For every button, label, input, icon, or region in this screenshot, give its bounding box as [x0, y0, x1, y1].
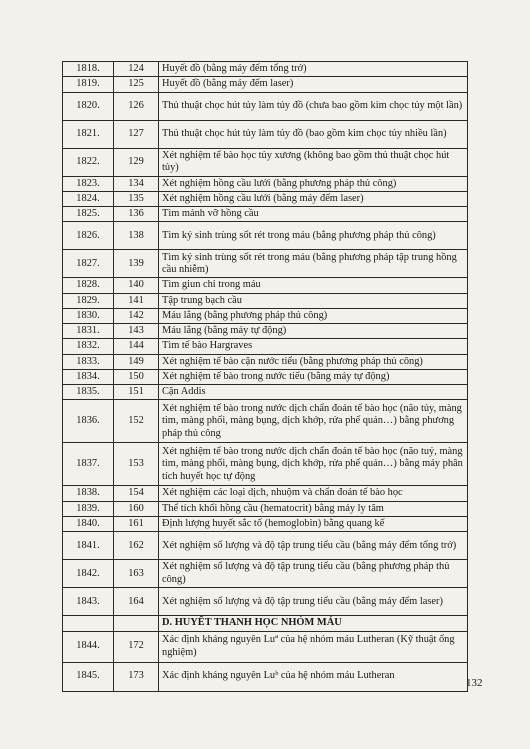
- service-name-cell: Xét nghiệm hồng cầu lưới (bằng máy đếm laser): [159, 191, 468, 206]
- service-code-cell: 164: [114, 588, 159, 616]
- service-code-cell: 141: [114, 293, 159, 308]
- table-row: [63, 662, 468, 691]
- service-name-cell: Tìm tế bào Hargraves: [159, 339, 468, 354]
- service-name-cell: Tìm giun chỉ trong máu: [159, 278, 468, 293]
- service-name-cell: Máu lắng (bằng phương pháp thủ công): [159, 308, 468, 323]
- table-row: [63, 516, 468, 531]
- row-number-cell: 1830.: [63, 308, 114, 323]
- table-row: [63, 354, 468, 369]
- row-number-cell: 1828.: [63, 278, 114, 293]
- service-name-cell: Thể tích khối hồng cầu (hematocrit) bằng máy ly tâm: [159, 501, 468, 516]
- table-row: [63, 486, 468, 501]
- row-number-cell: 1839.: [63, 501, 114, 516]
- section-heading-cell: D. HUYẾT THANH HỌC NHÓM MÁU: [159, 616, 468, 631]
- service-name-cell: Xác định kháng nguyên Luª của hệ nhóm máu Lutheran (Kỹ thuật ống nghiệm): [159, 631, 468, 662]
- service-code-cell: 135: [114, 191, 159, 206]
- page-number: 132: [466, 677, 483, 689]
- service-name-cell: Xét nghiệm số lượng và độ tập trung tiểu cầu (bằng máy đếm laser): [159, 588, 468, 616]
- section-row: [63, 616, 468, 631]
- service-code-cell: 140: [114, 278, 159, 293]
- service-code-cell: 139: [114, 250, 159, 278]
- service-code-cell: 134: [114, 176, 159, 191]
- service-name-cell: Xét nghiệm tế bào trong nước dịch chẩn đoán tế bào học (não tuỷ, màng tim, màng phổi, màng bụng, dịch khớp, rửa phế quản…) bằng máy phân tích huyết học tự động: [159, 443, 468, 486]
- service-name-cell: Huyết đồ (bằng máy đếm tổng trở): [159, 62, 468, 77]
- row-number-cell: 1826.: [63, 222, 114, 250]
- table-row: [63, 588, 468, 616]
- row-number-cell: 1829.: [63, 293, 114, 308]
- service-name-cell: Thủ thuật chọc hút tủy làm tủy đồ (chưa bao gồm kim chọc tủy một lần): [159, 92, 468, 120]
- row-number-cell: 1842.: [63, 560, 114, 588]
- service-code-cell: 143: [114, 324, 159, 339]
- table-row: [63, 501, 468, 516]
- service-name-cell: Xác định kháng nguyên Luᵇ của hệ nhóm máu Lutheran: [159, 662, 468, 691]
- table-row: [63, 443, 468, 486]
- row-number-cell: 1821.: [63, 120, 114, 148]
- table-row: [63, 293, 468, 308]
- service-name-cell: Cặn Addis: [159, 385, 468, 400]
- service-name-cell: Xét nghiệm tế bào trong nước dịch chẩn đoán tế bào học (não tủy, màng tim, màng phổi, màng bụng, dịch khớp, rửa phế quản…) bằng phương pháp thủ công: [159, 400, 468, 443]
- service-name-cell: Xét nghiệm tế bào trong nước tiểu (bằng máy tự động): [159, 369, 468, 384]
- table-row: [63, 62, 468, 77]
- services-table: [62, 61, 468, 692]
- table-body: [63, 62, 468, 692]
- table-row: [63, 207, 468, 222]
- table-row: [63, 308, 468, 323]
- row-number-cell: 1818.: [63, 62, 114, 77]
- row-number-cell: 1824.: [63, 191, 114, 206]
- service-name-cell: Xét nghiệm hồng cầu lưới (bằng phương pháp thủ công): [159, 176, 468, 191]
- row-number-cell: 1831.: [63, 324, 114, 339]
- table-row: [63, 148, 468, 176]
- service-name-cell: Xét nghiệm số lượng và độ tập trung tiểu cầu (bằng máy đếm tổng trở): [159, 532, 468, 560]
- row-number-cell: 1832.: [63, 339, 114, 354]
- service-name-cell: Máu lắng (bằng máy tự động): [159, 324, 468, 339]
- row-number-cell: 1822.: [63, 148, 114, 176]
- service-code-cell: 125: [114, 77, 159, 92]
- table-row: [63, 191, 468, 206]
- service-name-cell: Xét nghiệm tế bào cặn nước tiểu (bằng phương pháp thủ công): [159, 354, 468, 369]
- row-number-cell: 1843.: [63, 588, 114, 616]
- row-number-cell: 1823.: [63, 176, 114, 191]
- table-row: [63, 532, 468, 560]
- table-row: [63, 400, 468, 443]
- service-name-cell: Tìm ký sinh trùng sốt rét trong máu (bằng phương pháp tập trung hồng cầu nhiễm): [159, 250, 468, 278]
- service-code-cell: 153: [114, 443, 159, 486]
- service-code-cell: 126: [114, 92, 159, 120]
- service-code-cell: 144: [114, 339, 159, 354]
- service-code-cell: 149: [114, 354, 159, 369]
- service-name-cell: Xét nghiệm tế bào học tủy xương (không bao gồm thủ thuật chọc hút tủy): [159, 148, 468, 176]
- table-row: [63, 92, 468, 120]
- row-number-cell: 1841.: [63, 532, 114, 560]
- table-row: [63, 385, 468, 400]
- table-row: [63, 369, 468, 384]
- table-row: [63, 324, 468, 339]
- service-code-cell: 127: [114, 120, 159, 148]
- service-name-cell: Xét nghiệm các loại dịch, nhuộm và chẩn đoán tế bào học: [159, 486, 468, 501]
- row-number-cell: 1819.: [63, 77, 114, 92]
- service-code-cell: 151: [114, 385, 159, 400]
- service-code-cell: 172: [114, 631, 159, 662]
- service-code-cell: 163: [114, 560, 159, 588]
- row-number-cell: 1840.: [63, 516, 114, 531]
- row-number-cell: 1836.: [63, 400, 114, 443]
- row-number-cell: 1825.: [63, 207, 114, 222]
- service-code-cell: 154: [114, 486, 159, 501]
- row-number-cell: 1838.: [63, 486, 114, 501]
- service-code-cell: 124: [114, 62, 159, 77]
- service-name-cell: Xét nghiệm số lượng và độ tập trung tiểu cầu (bằng phương pháp thủ công): [159, 560, 468, 588]
- table-row: [63, 339, 468, 354]
- row-number-cell: 1820.: [63, 92, 114, 120]
- service-code-cell: 136: [114, 207, 159, 222]
- service-code-cell: [114, 616, 159, 631]
- service-name-cell: Huyết đồ (bằng máy đếm laser): [159, 77, 468, 92]
- service-name-cell: Tìm mảnh vỡ hồng cầu: [159, 207, 468, 222]
- row-number-cell: 1844.: [63, 631, 114, 662]
- row-number-cell: 1834.: [63, 369, 114, 384]
- row-number-cell: 1835.: [63, 385, 114, 400]
- row-number-cell: 1837.: [63, 443, 114, 486]
- service-code-cell: 142: [114, 308, 159, 323]
- service-code-cell: 152: [114, 400, 159, 443]
- table-row: [63, 278, 468, 293]
- table-row: [63, 222, 468, 250]
- service-name-cell: Thủ thuật chọc hút tủy làm tủy đồ (bao gồm kim chọc tủy nhiều lần): [159, 120, 468, 148]
- row-number-cell: 1845.: [63, 662, 114, 691]
- table-row: [63, 631, 468, 662]
- service-name-cell: Tập trung bạch cầu: [159, 293, 468, 308]
- table-row: [63, 176, 468, 191]
- service-name-cell: Định lượng huyết sắc tố (hemoglobin) bằng quang kế: [159, 516, 468, 531]
- service-code-cell: 138: [114, 222, 159, 250]
- table-row: [63, 77, 468, 92]
- row-number-cell: 1827.: [63, 250, 114, 278]
- service-code-cell: 129: [114, 148, 159, 176]
- service-name-cell: Tìm ký sinh trùng sốt rét trong máu (bằng phương pháp thủ công): [159, 222, 468, 250]
- service-code-cell: 160: [114, 501, 159, 516]
- service-code-cell: 162: [114, 532, 159, 560]
- row-number-cell: [63, 616, 114, 631]
- table-row: [63, 120, 468, 148]
- service-code-cell: 161: [114, 516, 159, 531]
- row-number-cell: 1833.: [63, 354, 114, 369]
- table-row: [63, 560, 468, 588]
- service-code-cell: 173: [114, 662, 159, 691]
- service-code-cell: 150: [114, 369, 159, 384]
- table-row: [63, 250, 468, 278]
